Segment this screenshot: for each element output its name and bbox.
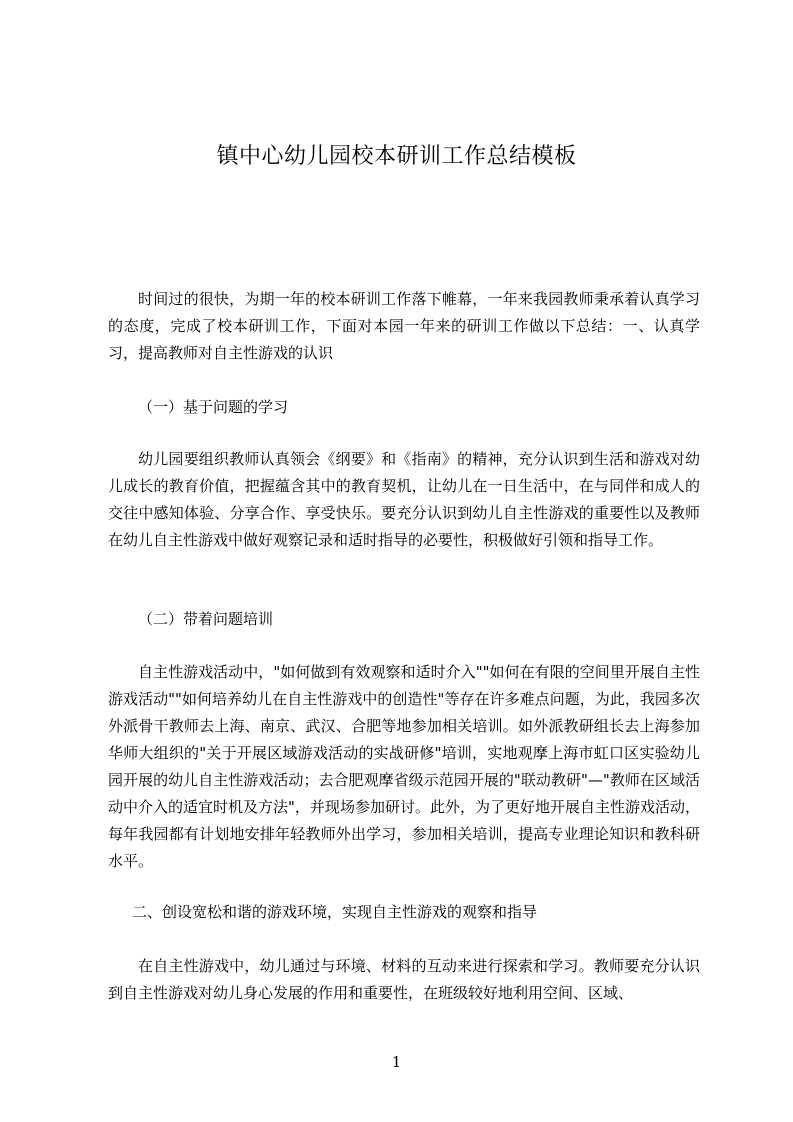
section-heading-problem-based-learning: （一）基于问题的学习 — [138, 398, 289, 416]
section-heading-environment: 二、创设宽松和谐的游戏环境，实现自主性游戏的观察和指导 — [132, 903, 538, 921]
section-heading-training: （二）带着问题培训 — [138, 610, 274, 628]
section-paragraph-environment: 在自主性游戏中，幼儿通过与环境、材料的互动来进行探索和学习。教师要充分认识到自主性游戏对幼儿身心发展的作用和重要性，在班级较好地利用空间、区域、 — [108, 957, 700, 1002]
document-title: 镇中心幼儿园校本研训工作总结模板 — [216, 144, 577, 169]
section-paragraph-learning: 幼儿园要组织教师认真领会《纲要》和《指南》的精神，充分认识到生活和游戏对幼儿成长的教育价值，把握蕴含其中的教育契机，让幼儿在一日生活中，在与同伴和成人的交往中感知体验、分享合作、享受快乐。要充分认识到幼儿自主性游戏的重要性以及教师在幼儿自主性游戏中做好观察记录和适时指导的必要性，积极做好引领和指导工作。 — [108, 450, 700, 549]
section-paragraph-training: 自主性游戏活动中，"如何做到有效观察和适时介入""如何在有限的空间里开展自主性游戏活动""如何培养幼儿在自主性游戏中的创造性"等存在许多难点问题，为此，我园多次外派骨干教师去上海、南京、武汉、合肥等地参加相关培训。如外派教研组长去上海参加华师大组织的"关于开展区域游戏活动的实战研修"培训，实地观摩上海市虹口区实验幼儿园开展的幼儿自主性游戏活动；去合肥观摩省级示范园开展的"联动教研"—"教师在区域活动中介入的适宜时机及方法"，并现场参加研讨。此外，为了更好地开展自主性游戏活动，每年我园都有计划地安排年轻教师外出学习，参加相关培训，提高专业理论知识和教科研水平。 — [108, 663, 700, 870]
intro-paragraph: 时间过的很快，为期一年的校本研训工作落下帷幕，一年来我园教师秉承着认真学习的态度，完成了校本研训工作，下面对本园一年来的研训工作做以下总结：一、认真学习，提高教师对自主性游戏的认识 — [108, 290, 700, 362]
page-number: 1 — [391, 1053, 402, 1071]
